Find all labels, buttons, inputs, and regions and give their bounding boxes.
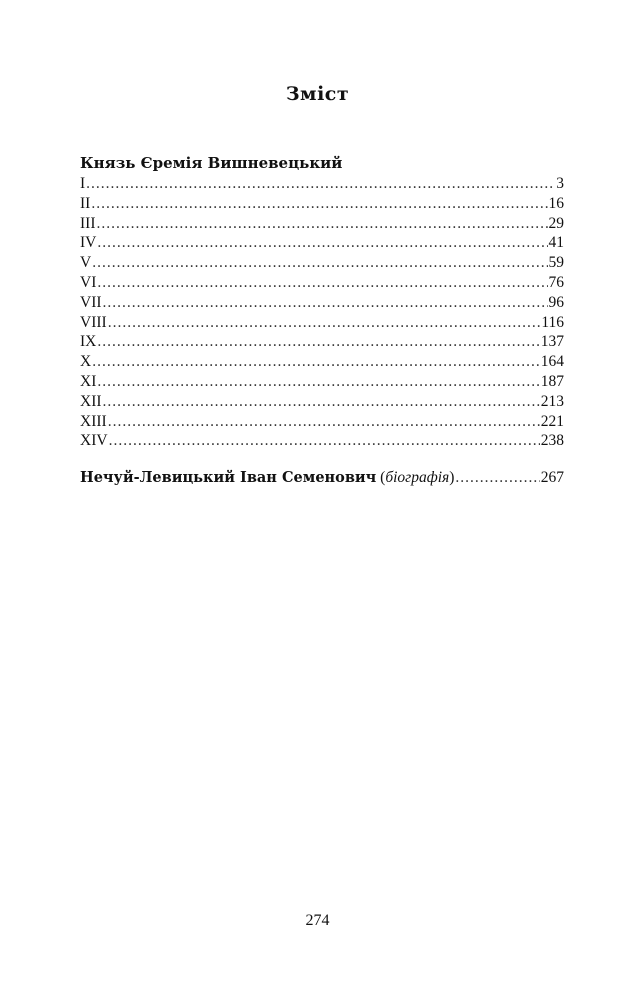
toc-entry[interactable] <box>80 195 564 215</box>
table-of-contents <box>80 175 564 452</box>
chapter-label: VI <box>80 273 97 291</box>
chapter-label: IV <box>80 234 97 252</box>
chapter-page: 164 <box>540 353 564 371</box>
section-heading: Князь Єремія Вишневецький <box>80 154 343 172</box>
toc-entry[interactable] <box>80 314 564 334</box>
chapter-label: I <box>80 175 86 192</box>
dot-leader <box>103 294 548 312</box>
toc-entry[interactable] <box>80 274 564 294</box>
chapter-page: 3 <box>556 175 564 192</box>
dot-leader <box>97 274 547 292</box>
toc-entry[interactable] <box>80 254 564 274</box>
page-title: Зміст <box>285 83 350 105</box>
chapter-page: 238 <box>540 432 564 450</box>
chapter-page: 96 <box>548 293 564 311</box>
dot-leader <box>86 175 555 193</box>
chapter-label: VII <box>80 293 102 311</box>
dot-leader <box>97 234 547 252</box>
dot-leader <box>91 195 547 213</box>
paren-close: ) <box>449 469 455 486</box>
chapter-label: X <box>80 353 92 371</box>
chapter-label: II <box>80 194 91 212</box>
toc-entry[interactable] <box>80 353 564 373</box>
chapter-page: 187 <box>540 372 564 390</box>
paren-open: ( <box>376 469 386 486</box>
chapter-label: VIII <box>80 313 107 331</box>
chapter-page: 16 <box>548 194 564 212</box>
toc-entry[interactable] <box>80 432 564 452</box>
dot-leader <box>108 314 541 332</box>
chapter-page: 76 <box>548 273 564 291</box>
chapter-page: 213 <box>540 392 564 410</box>
chapter-page: 29 <box>548 214 564 232</box>
chapter-label: III <box>80 214 96 232</box>
toc-entry[interactable] <box>80 234 564 254</box>
toc-entry[interactable] <box>80 333 564 353</box>
bio-title: Нечуй-Левицький Іван Семенович <box>80 469 377 486</box>
toc-entry[interactable] <box>80 413 564 433</box>
dot-leader <box>97 333 539 351</box>
dot-leader <box>103 393 540 411</box>
dot-leader <box>108 413 540 431</box>
dot-leader <box>92 254 547 272</box>
chapter-page: 41 <box>548 234 564 252</box>
chapter-label: V <box>80 254 92 272</box>
chapter-page: 59 <box>548 254 564 272</box>
chapter-label: XIV <box>80 432 108 450</box>
dot-leader <box>97 215 548 233</box>
toc-entry[interactable] <box>80 175 564 195</box>
toc-entry[interactable] <box>80 215 564 235</box>
chapter-label: IX <box>80 333 97 351</box>
dot-leader <box>97 373 539 391</box>
chapter-page: 116 <box>541 313 564 331</box>
dot-leader <box>92 353 540 371</box>
toc-entry[interactable] <box>80 373 564 393</box>
bio-note: біографія <box>385 469 450 486</box>
dot-leader <box>455 469 539 487</box>
chapter-label: XI <box>80 372 97 390</box>
bio-page: 267 <box>540 469 564 486</box>
dot-leader <box>109 432 540 450</box>
chapter-page: 137 <box>540 333 564 351</box>
toc-entry[interactable] <box>80 294 564 314</box>
chapter-page: 221 <box>540 412 564 430</box>
toc-entry-biography[interactable] <box>80 469 564 489</box>
page-number: 274 <box>305 912 330 929</box>
chapter-label: XIII <box>80 412 107 430</box>
toc-entry[interactable] <box>80 393 564 413</box>
chapter-label: XII <box>80 392 102 410</box>
